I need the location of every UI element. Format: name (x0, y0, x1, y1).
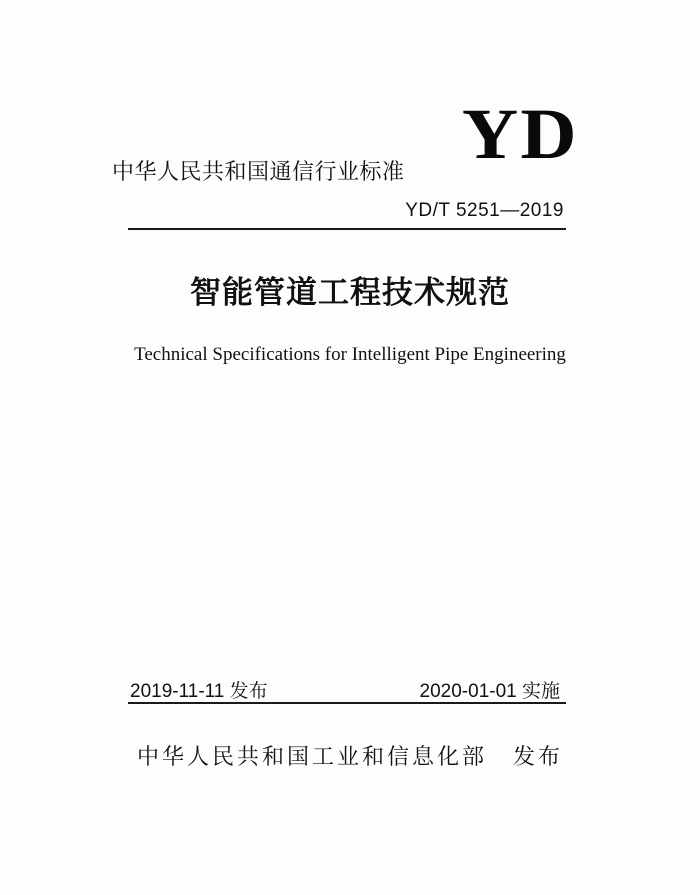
document-title-chinese: 智能管道工程技术规范 (190, 275, 510, 311)
standard-type-label: 中华人民共和国通信行业标准 (112, 160, 405, 185)
top-divider (128, 228, 566, 230)
yd-logo: YD (462, 94, 579, 174)
bottom-divider (128, 702, 566, 704)
effective-date: 2020-01-01 实施 (419, 681, 560, 702)
issue-date: 2019-11-11 发布 (130, 681, 268, 702)
publisher-action: 发布 (513, 745, 564, 770)
publisher-line (0, 740, 700, 771)
publisher-name: 中华人民共和国工业和信息化部 (136, 745, 487, 770)
standard-code: YD/T 5251—2019 (405, 200, 564, 221)
document-title-english: Technical Specifications for Intelligent Pipe Engineering (134, 344, 566, 365)
